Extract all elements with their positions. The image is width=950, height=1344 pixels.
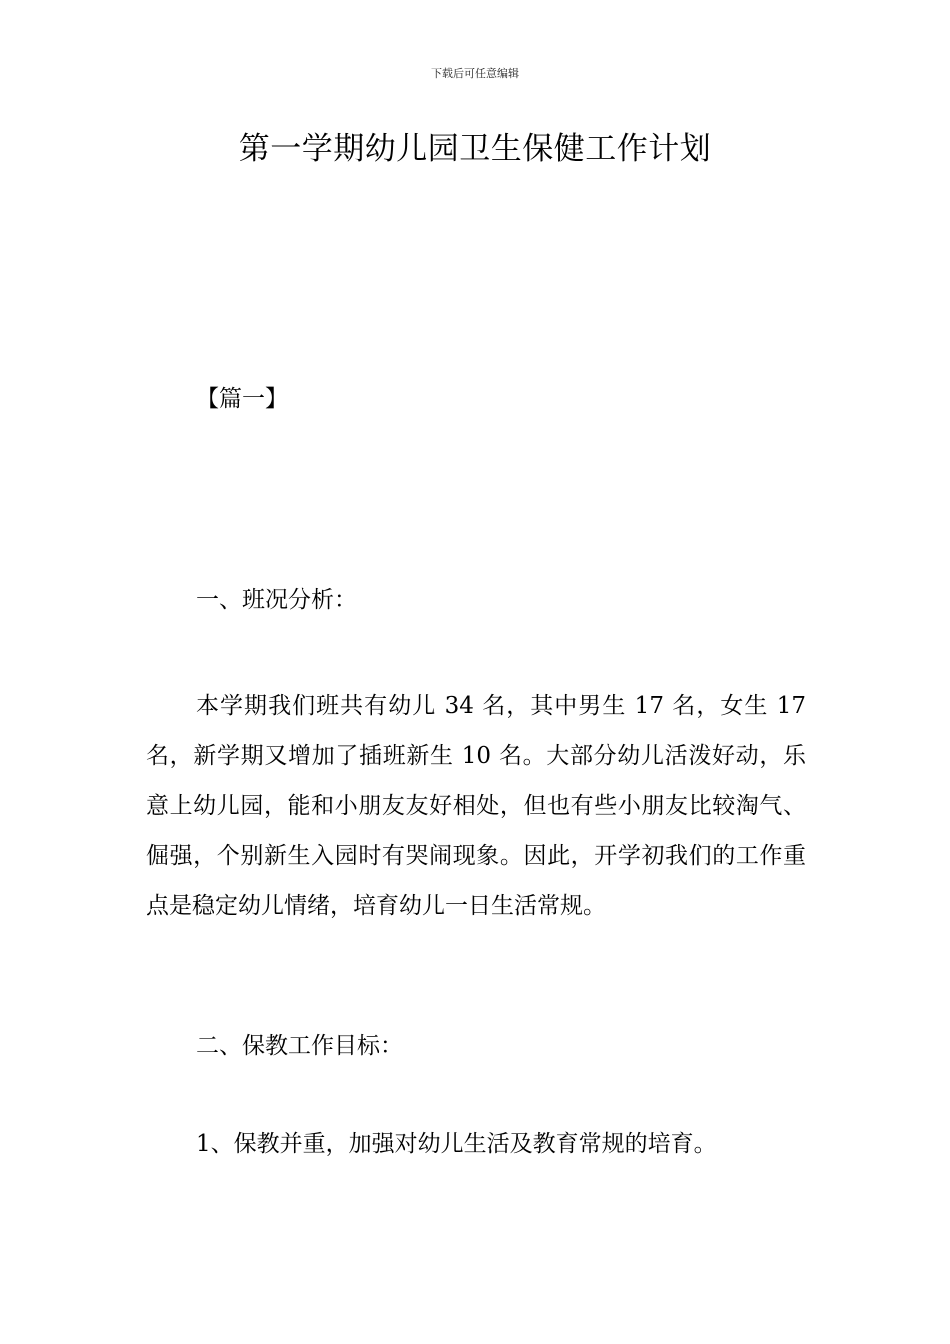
section-heading-goals: 二、保教工作目标： <box>196 1033 403 1059</box>
document-title: 第一学期幼儿园卫生保健工作计划 <box>238 131 712 167</box>
goal-item-1: 1、保教并重，加强对幼儿生活及教育常规的培育。 <box>196 1131 717 1157</box>
section-label: 【篇一】 <box>196 386 288 412</box>
class-analysis-paragraph: 本学期我们班共有幼儿 34 名，其中男生 17 名，女生 17 名，新学期又增加了插班新生 10 名。大部分幼儿活泼好动，乐意上幼儿园，能和小朋友友好相处，但也有些小朋友比较淘气、倔强，个别新生入园时有哭闹现象。因此，开学初我们的工作重点是稳定幼儿情绪，培育幼儿一日生活常规。 <box>146 693 806 919</box>
header-note: 下载后可任意编辑 <box>431 67 519 80</box>
section-heading-class-analysis: 一、班况分析： <box>196 587 357 613</box>
